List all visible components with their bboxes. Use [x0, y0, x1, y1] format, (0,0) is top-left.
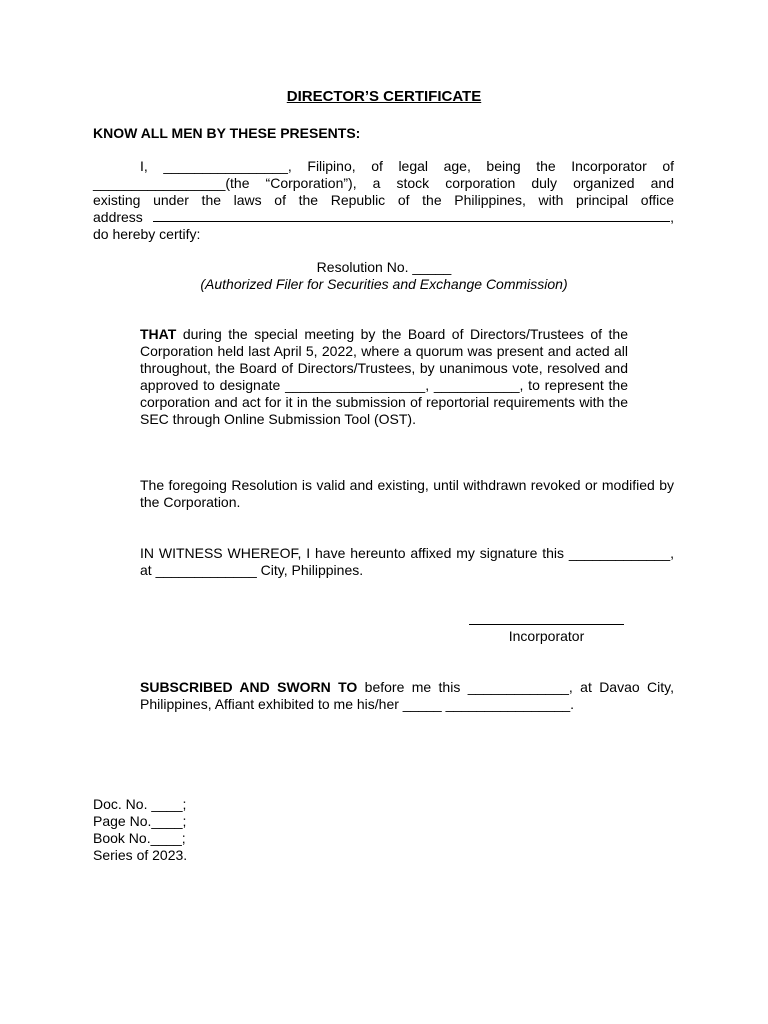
notary-details: [93, 796, 187, 864]
that-lead: THAT: [140, 326, 177, 342]
signature-label: Incorporator: [508, 628, 585, 644]
notary-series: Series of 2023.: [93, 847, 188, 863]
foregoing-paragraph: [93, 477, 674, 511]
that-paragraph: [140, 326, 628, 428]
intro-paragraph: [93, 158, 674, 243]
witness-text: IN WITNESS WHEREOF, I have hereunto affixed my signature this _____________, at _____________ City, Philippines.: [140, 545, 674, 578]
sworn-lead: SUBSCRIBED AND SWORN TO: [140, 679, 358, 695]
resolution-subtitle: (Authorized Filer for Securities and Exchange Commission): [200, 276, 568, 292]
intro-line-3: existing under the laws of the Republic of the Philippines, with principal office: [93, 192, 674, 208]
address-line: [93, 209, 674, 226]
sworn-text: [93, 679, 674, 713]
intro-line-5: do hereby certify:: [93, 226, 201, 242]
foregoing-text: The foregoing Resolution is valid and existing, until withdrawn revoked or modified by the Corporation.: [140, 477, 674, 510]
sworn-paragraph: [93, 679, 674, 713]
document-title: DIRECTOR’S CERTIFICATE: [286, 88, 482, 105]
resolution-number: Resolution No. _____: [316, 259, 452, 275]
notary-doc-no: Doc. No. ____;: [93, 796, 187, 812]
sworn-body: before me this _____________, at Davao City, Philippines, Affiant exhibited to me his/her _____ ________________.: [140, 679, 674, 712]
notary-page-no: Page No.____;: [93, 813, 187, 829]
address-end: ,: [670, 209, 674, 225]
address-label: address: [93, 209, 143, 225]
intro-line-2: _________________(the “Corporation”), a stock corporation duly organized and: [93, 175, 674, 191]
witness-paragraph: [93, 545, 674, 579]
intro-line-1: I, ________________, Filipino, of legal age, being the Incorporator of: [140, 158, 674, 174]
that-body: during the special meeting by the Board of Directors/Trustees of the Corporation held last April 5, 2022, where a quorum was present and acted all throughout, the Board of Directors/Trustees, by unanimous vote, resolved and approved to designate __________________, ___________, to represent the corporation and act for it in the submission of reportorial requirements with the SEC through Online Submission Tool (OST).: [140, 326, 628, 427]
notary-book-no: Book No.____;: [93, 830, 186, 846]
address-blank: [153, 220, 670, 222]
know-all-heading: KNOW ALL MEN BY THESE PRESENTS:: [93, 125, 361, 141]
signature-line: [469, 624, 624, 625]
